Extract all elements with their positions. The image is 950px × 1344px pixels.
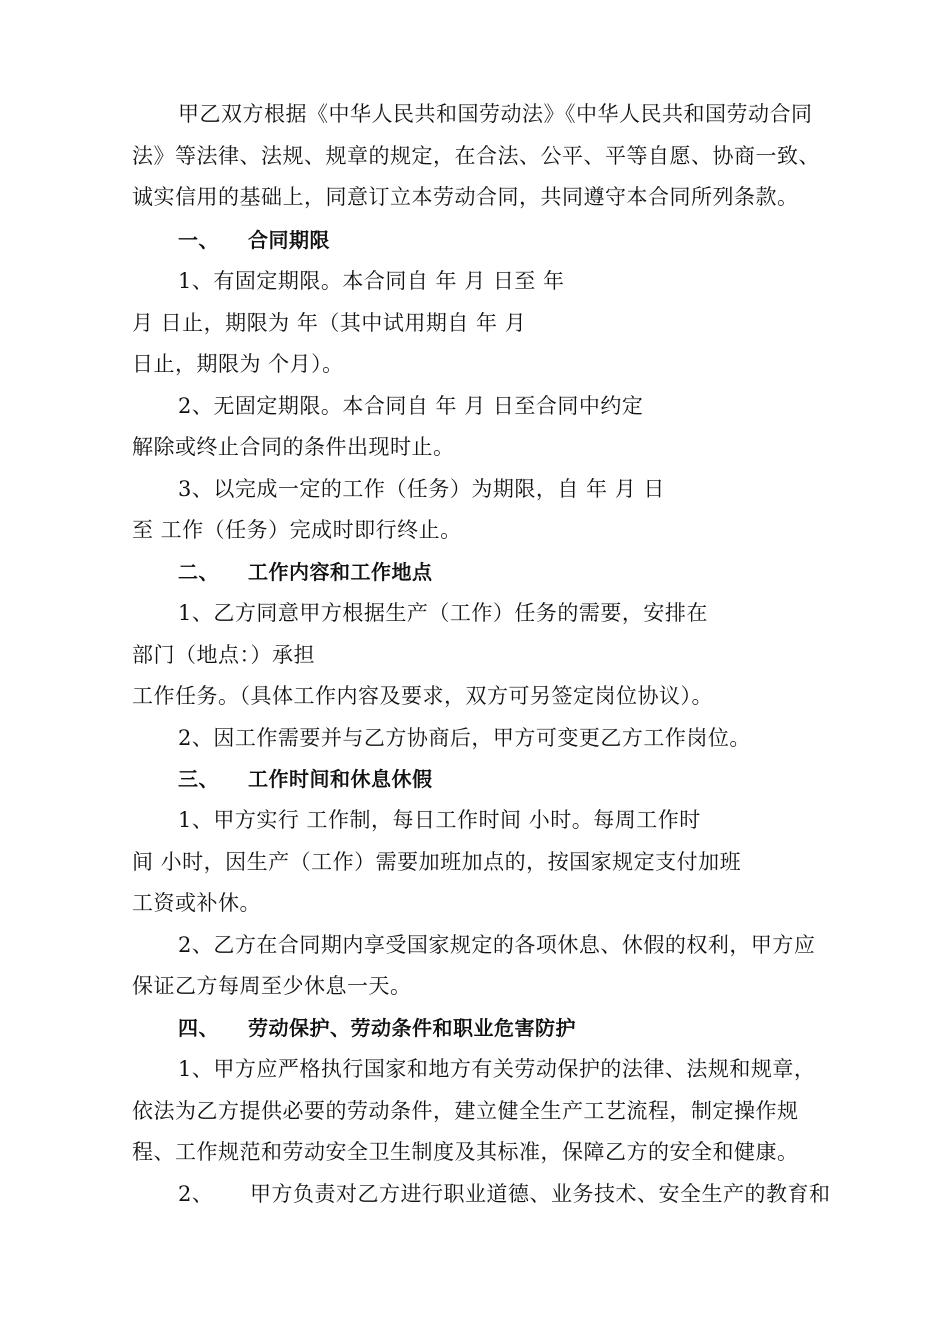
section-number: 三、 bbox=[178, 767, 219, 791]
section-1-line-7: 至 工作（任务）完成时即行终止。 bbox=[132, 518, 462, 542]
item-text: 甲方负责对乙方进行职业道德、业务技术、安全生产的教育和 bbox=[250, 1182, 831, 1206]
intro-line-1: 甲乙双方根据《中华人民共和国劳动法》《中华人民共和国劳动合同 bbox=[178, 102, 813, 126]
item-number: 2、 bbox=[178, 1182, 214, 1206]
section-number: 二、 bbox=[178, 560, 219, 584]
section-1-line-6: 3、以完成一定的工作（任务）为期限，自 年 月 日 bbox=[178, 477, 665, 501]
section-title: 工作内容和工作地点 bbox=[248, 560, 433, 584]
section-3-line-2: 间 小时，因生产（工作）需要加班加点的，按国家规定支付加班 bbox=[132, 850, 742, 874]
section-4-line-1: 1、甲方应严格执行国家和地方有关劳动保护的法律、法规和规章， bbox=[178, 1057, 816, 1081]
section-2-line-3: 工作任务。（具体工作内容及要求，双方可另签定岗位协议）。 bbox=[132, 684, 713, 708]
section-heading-2 bbox=[178, 558, 433, 586]
section-number: 一、 bbox=[178, 228, 219, 252]
section-title: 劳动保护、劳动条件和职业危害防护 bbox=[248, 1016, 576, 1040]
section-2-line-2: 部门（地点：）承担 bbox=[132, 643, 315, 667]
section-title: 工作时间和休息休假 bbox=[248, 767, 433, 791]
section-1-line-4: 2、无固定期限。本合同自 年 月 日至合同中约定 bbox=[178, 394, 644, 418]
section-4-line-3: 程、工作规范和劳动安全卫生制度及其标准，保障乙方的安全和健康。 bbox=[132, 1140, 799, 1164]
section-title: 合同期限 bbox=[248, 228, 330, 252]
section-heading-3 bbox=[178, 765, 433, 793]
section-2-line-1: 1、乙方同意甲方根据生产（工作）任务的需要，安排在 bbox=[178, 601, 708, 625]
section-3-line-1: 1、甲方实行 工作制，每日工作时间 小时。每周工作时 bbox=[178, 808, 701, 832]
section-2-line-4: 2、因工作需要并与乙方协商后，甲方可变更乙方工作岗位。 bbox=[178, 726, 751, 750]
section-heading-4 bbox=[178, 1014, 576, 1042]
intro-line-2: 法》等法律、法规、规章的规定，在合法、公平、平等自愿、协商一致、 bbox=[132, 144, 820, 168]
intro-line-3: 诚实信用的基础上，同意订立本劳动合同，共同遵守本合同所列条款。 bbox=[132, 185, 799, 209]
section-4-line-2: 依法为乙方提供必要的劳动条件，建立健全生产工艺流程，制定操作规 bbox=[132, 1099, 799, 1123]
section-heading-1 bbox=[178, 226, 330, 254]
section-number: 四、 bbox=[178, 1016, 219, 1040]
section-1-line-2: 月 日止，期限为 年（其中试用期自 年 月 bbox=[132, 311, 527, 335]
section-4-line-4 bbox=[178, 1180, 831, 1208]
section-3-line-5: 保证乙方每周至少休息一天。 bbox=[132, 974, 412, 998]
section-1-line-1: 1、有固定期限。本合同自 年 月 日至 年 bbox=[178, 269, 565, 293]
section-3-line-4: 2、乙方在合同期内享受国家规定的各项休息、休假的权利，甲方应 bbox=[178, 933, 816, 957]
section-3-line-3: 工资或补休。 bbox=[132, 891, 261, 915]
section-1-line-3: 日止，期限为 个月）。 bbox=[132, 352, 344, 376]
section-1-line-5: 解除或终止合同的条件出现时止。 bbox=[132, 435, 455, 459]
